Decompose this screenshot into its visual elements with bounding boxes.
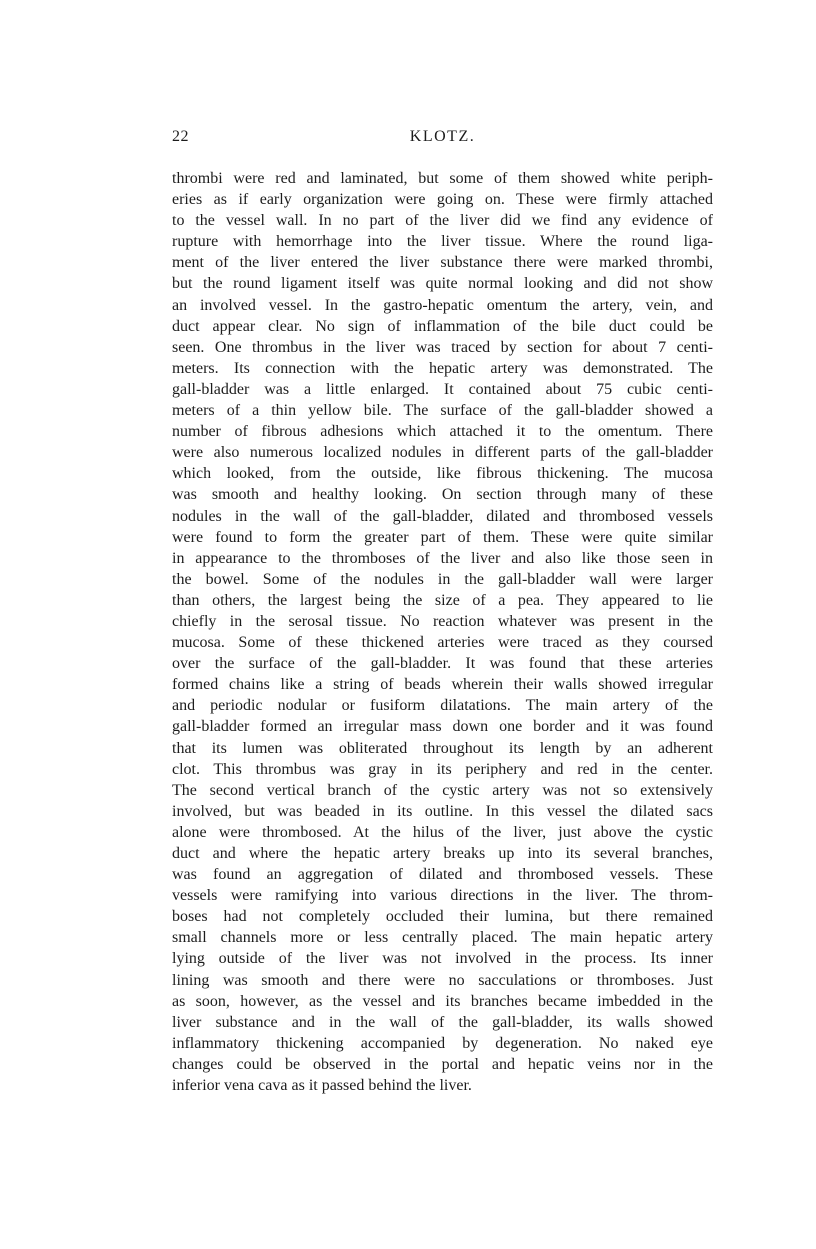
- text-line: than others, the largest being the size of a pea. They appeared to lie: [172, 591, 713, 609]
- text-line: in appearance to the thromboses of the liver and also like those seen in: [172, 549, 713, 567]
- text-line: inflammatory thickening accompanied by degeneration. No naked eye: [172, 1034, 713, 1052]
- text-line: involved, but was beaded in its outline. In this vessel the dilated sacs: [172, 802, 713, 820]
- text-line: formed chains like a string of beads wherein their walls showed irregular: [172, 676, 713, 694]
- text-line: to the vessel wall. In no part of the liver did we find any evidence of: [172, 212, 713, 230]
- text-line: changes could be observed in the portal and hepatic veins nor in the: [172, 1055, 713, 1073]
- text-line: an involved vessel. In the gastro-hepatic omentum the artery, vein, and: [172, 296, 713, 314]
- text-line-last: inferior vena cava as it passed behind the liver.: [172, 1077, 472, 1095]
- page-number: 22: [172, 128, 189, 145]
- text-line: duct and where the hepatic artery breaks up into its several branches,: [172, 845, 713, 862]
- text-line: lying outside of the liver was not involved in the process. Its inner: [172, 950, 713, 968]
- text-line: as soon, however, as the vessel and its branches became imbedded in the: [172, 992, 713, 1010]
- text-line: lining was smooth and there were no sacculations or thromboses. Just: [172, 971, 713, 989]
- text-line: clot. This thrombus was gray in its periphery and red in the center.: [172, 760, 713, 778]
- text-line: gall-bladder was a little enlarged. It contained about 75 cubic centi-: [172, 380, 713, 398]
- text-line: duct appear clear. No sign of inflammation of the bile duct could be: [172, 317, 713, 335]
- text-line: alone were thrombosed. At the hilus of the liver, just above the cystic: [172, 823, 713, 841]
- text-line: that its lumen was obliterated throughout its length by an adherent: [172, 739, 713, 757]
- text-line: rupture with hemorrhage into the liver tissue. Where the round liga-: [172, 233, 713, 251]
- text-line: mucosa. Some of these thickened arteries were traced as they coursed: [172, 634, 713, 652]
- text-line: liver substance and in the wall of the gall-bladder, its walls showed: [172, 1013, 713, 1031]
- text-line: number of fibrous adhesions which attached it to the omentum. There: [172, 423, 713, 441]
- text-line: boses had not completely occluded their lumina, but there remained: [172, 908, 713, 926]
- body-paragraph: [172, 168, 713, 1096]
- text-line: over the surface of the gall-bladder. It was found that these arteries: [172, 655, 713, 673]
- text-line: but the round ligament itself was quite normal looking and did not show: [172, 275, 713, 293]
- text-line: were also numerous localized nodules in different parts of the gall-bladder: [172, 444, 713, 462]
- text-line: thrombi were red and laminated, but some of them showed white periph-: [172, 170, 713, 187]
- running-title: KLOTZ.: [409, 128, 476, 145]
- text-line: ment of the liver entered the liver substance there were marked thrombi,: [172, 254, 713, 272]
- text-line: nodules in the wall of the gall-bladder, dilated and thrombosed vessels: [172, 507, 713, 525]
- text-line: meters of a thin yellow bile. The surface of the gall-bladder showed a: [172, 402, 713, 420]
- text-line: was found an aggregation of dilated and thrombosed vessels. These: [172, 866, 713, 884]
- text-line: eries as if early organization were going on. These were firmly attached: [172, 191, 713, 209]
- text-line: gall-bladder formed an irregular mass down one border and it was found: [172, 718, 713, 736]
- text-line: was smooth and healthy looking. On section through many of these: [172, 486, 713, 504]
- running-head: [172, 128, 713, 152]
- text-line: were found to form the greater part of them. These were quite similar: [172, 528, 713, 546]
- text-line: vessels were ramifying into various directions in the liver. The throm-: [172, 887, 713, 905]
- text-line: the bowel. Some of the nodules in the gall-bladder wall were larger: [172, 570, 713, 588]
- text-line: chiefly in the serosal tissue. No reaction whatever was present in the: [172, 612, 713, 630]
- text-line: small channels more or less centrally placed. The main hepatic artery: [172, 929, 713, 947]
- text-line: The second vertical branch of the cystic artery was not so extensively: [172, 781, 713, 799]
- text-line: seen. One thrombus in the liver was traced by section for about 7 centi-: [172, 338, 713, 356]
- text-line: which looked, from the outside, like fibrous thickening. The mucosa: [172, 465, 713, 483]
- text-line: and periodic nodular or fusiform dilatations. The main artery of the: [172, 697, 713, 715]
- text-line: meters. Its connection with the hepatic artery was demonstrated. The: [172, 359, 713, 377]
